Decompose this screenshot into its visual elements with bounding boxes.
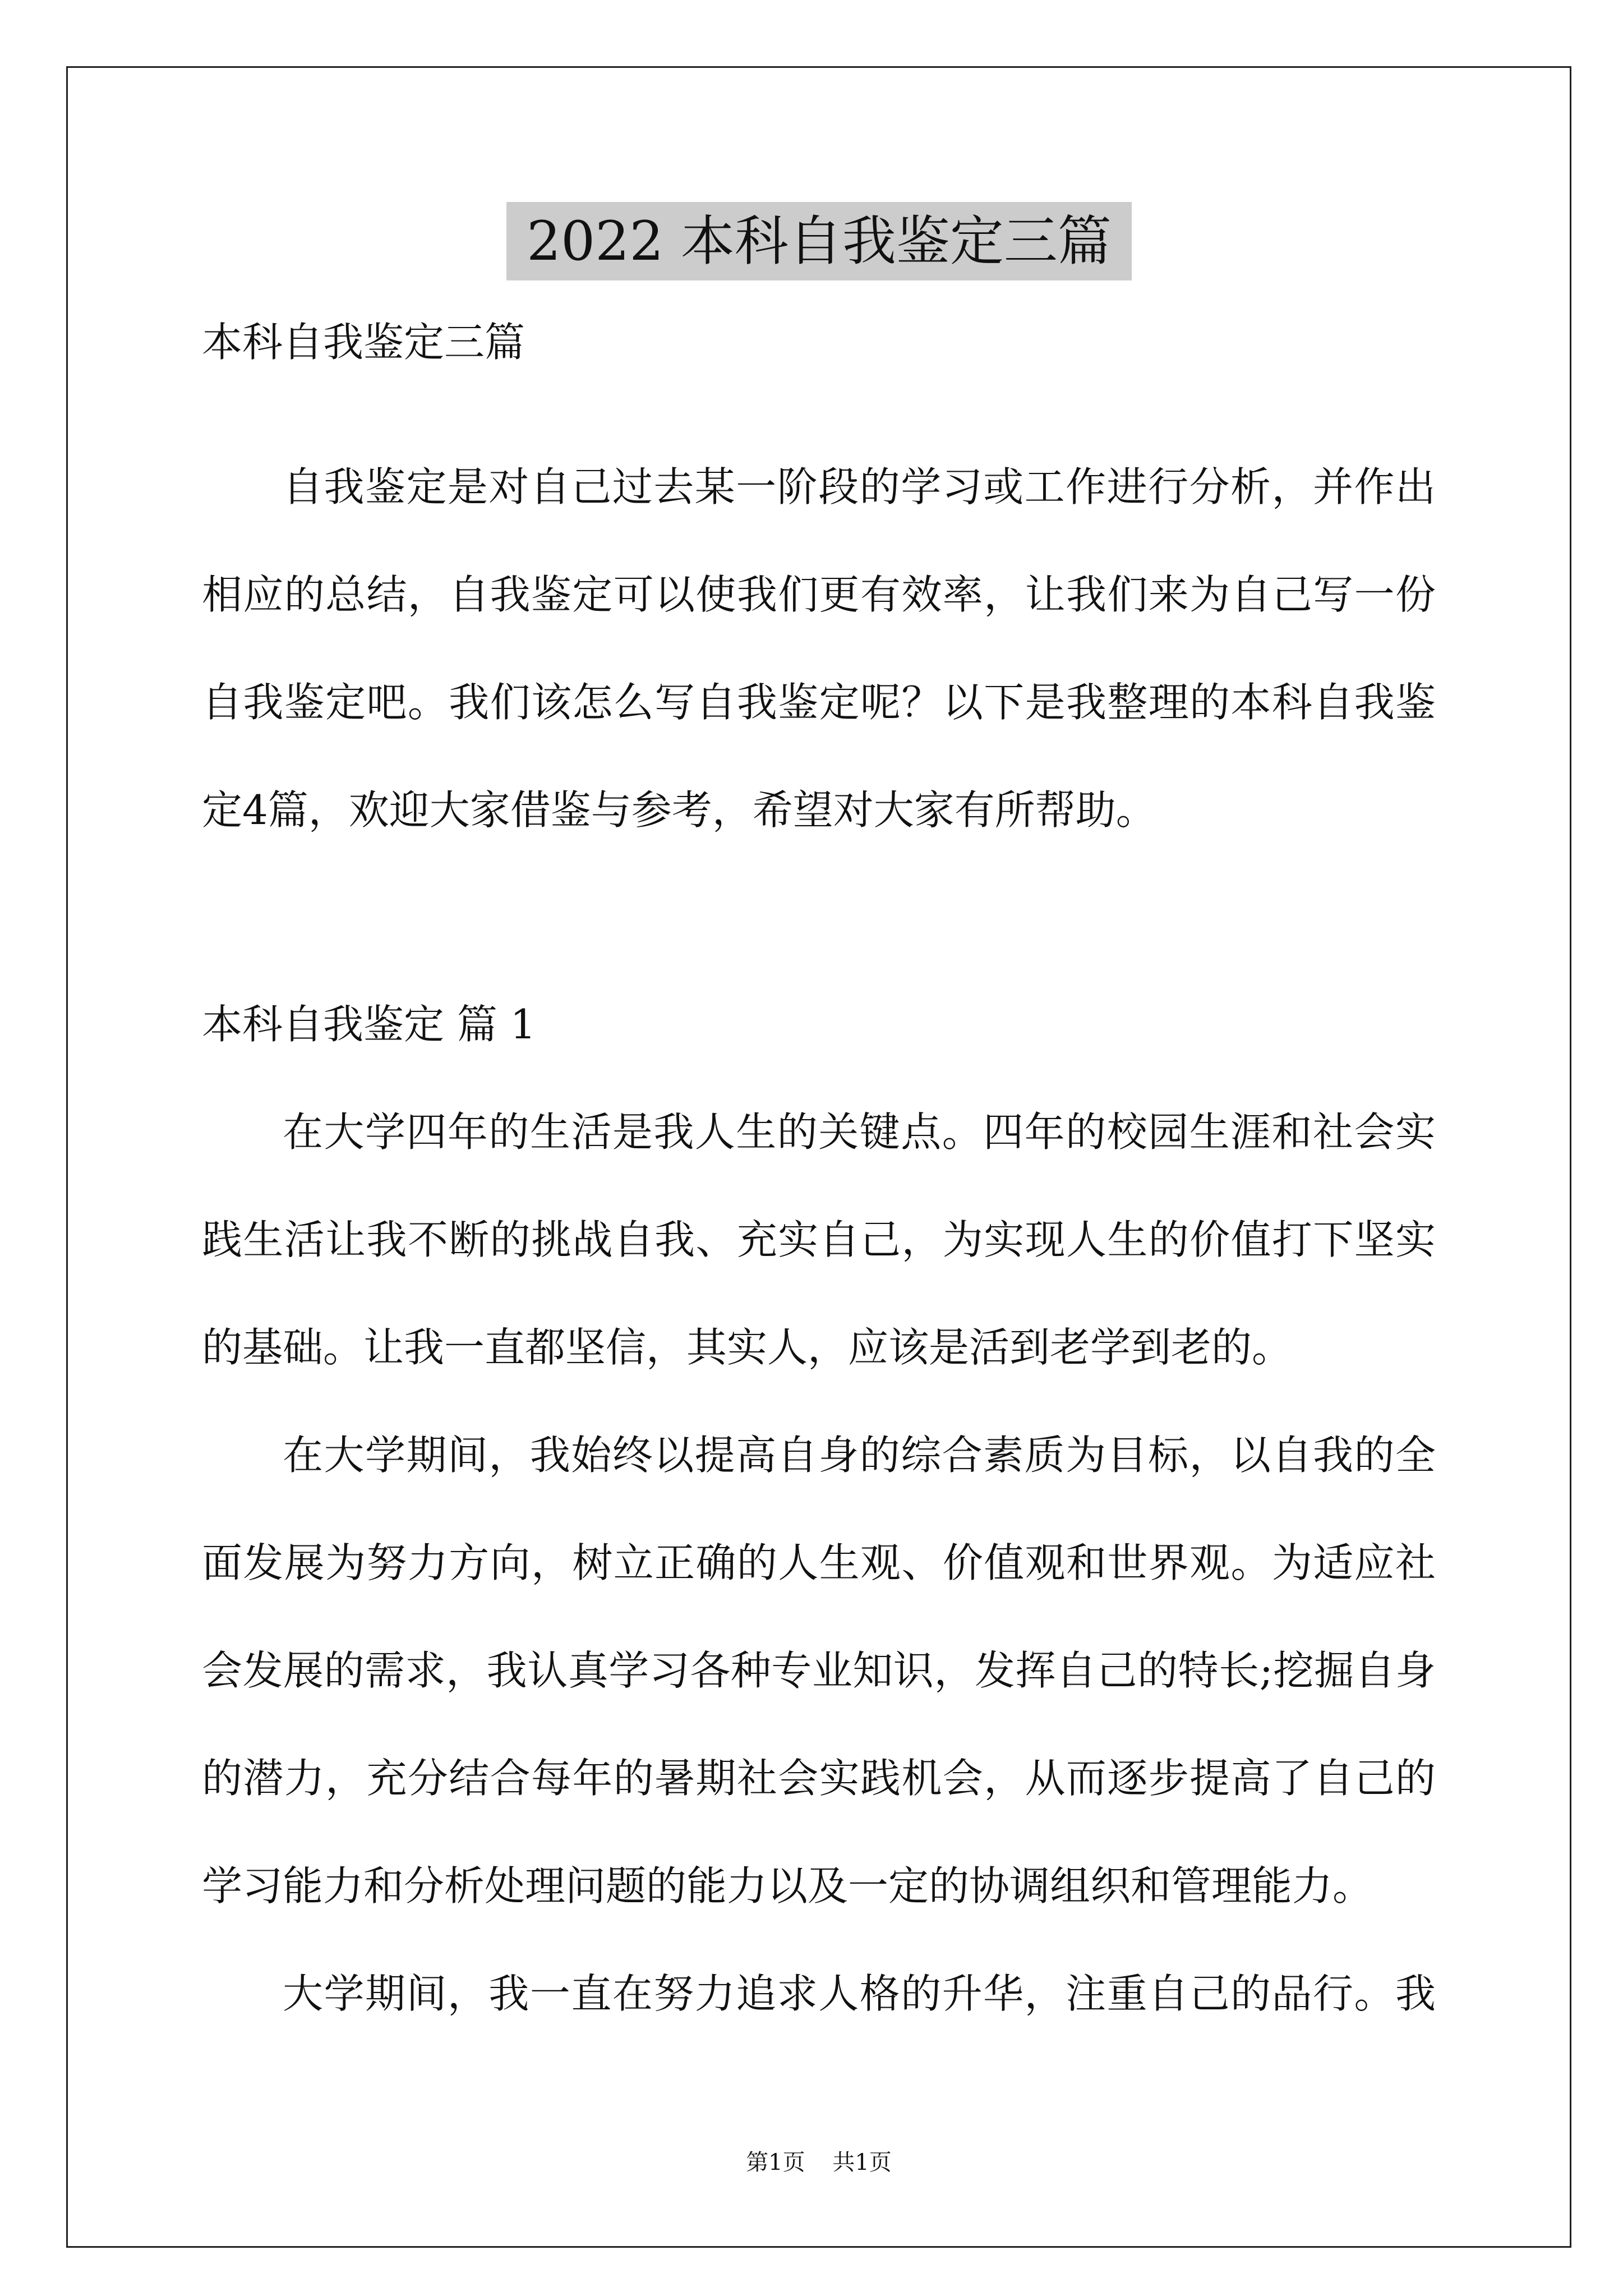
paragraph-line: 大学期间，我一直在努力追求人格的升华，注重自己的品行。我	[283, 1970, 1436, 2017]
paragraph-line: 的基础。让我一直都坚信，其实人，应该是活到老学到老的。	[202, 1324, 1293, 1371]
intro-line: 自我鉴定是对自己过去某一阶段的学习或工作进行分析，并作出	[283, 463, 1436, 510]
section-heading: 本科自我鉴定 篇 1	[202, 1001, 536, 1048]
paragraph-line: 学习能力和分析处理问题的能力以及一定的协调组织和管理能力。	[202, 1862, 1373, 1910]
intro-line: 定4篇，欢迎大家借鉴与参考，希望对大家有所帮助。	[202, 786, 1156, 834]
document-title: 2022 本科自我鉴定三篇	[527, 210, 1112, 273]
paragraph-line: 会发展的需求，我认真学习各种专业知识，发挥自己的特长;挖掘自身	[202, 1647, 1436, 1694]
paragraph-line: 在大学期间，我始终以提高自身的综合素质为目标，以自我的全	[283, 1432, 1436, 1479]
body-paragraph	[202, 1401, 1436, 1940]
page-footer: 第1页 共1页	[746, 2150, 892, 2175]
paragraph-line: 在大学四年的生活是我人生的关键点。四年的校园生涯和社会实	[283, 1108, 1436, 1156]
body-paragraphs	[202, 1078, 1436, 2047]
document-subtitle: 本科自我鉴定三篇	[202, 319, 525, 366]
paragraph-line: 践生活让我不断的挑战自我、充实自己，为实现人生的价值打下坚实	[202, 1216, 1436, 1263]
paragraph-line: 的潜力，充分结合每年的暑期社会实践机会，从而逐步提高了自己的	[202, 1755, 1436, 1802]
body-paragraph	[202, 1078, 1436, 1401]
title-highlight	[506, 202, 1132, 280]
intro-line: 相应的总结，自我鉴定可以使我们更有效率，让我们来为自己写一份	[202, 571, 1436, 618]
paragraph-line: 面发展为努力方向，树立正确的人生观、价值观和世界观。为适应社	[202, 1539, 1436, 1586]
body-paragraph	[202, 1940, 1436, 2047]
document-body	[202, 288, 1436, 2047]
intro-paragraph	[202, 433, 1436, 864]
intro-line: 自我鉴定吧。我们该怎么写自我鉴定呢？以下是我整理的本科自我鉴	[202, 679, 1436, 726]
